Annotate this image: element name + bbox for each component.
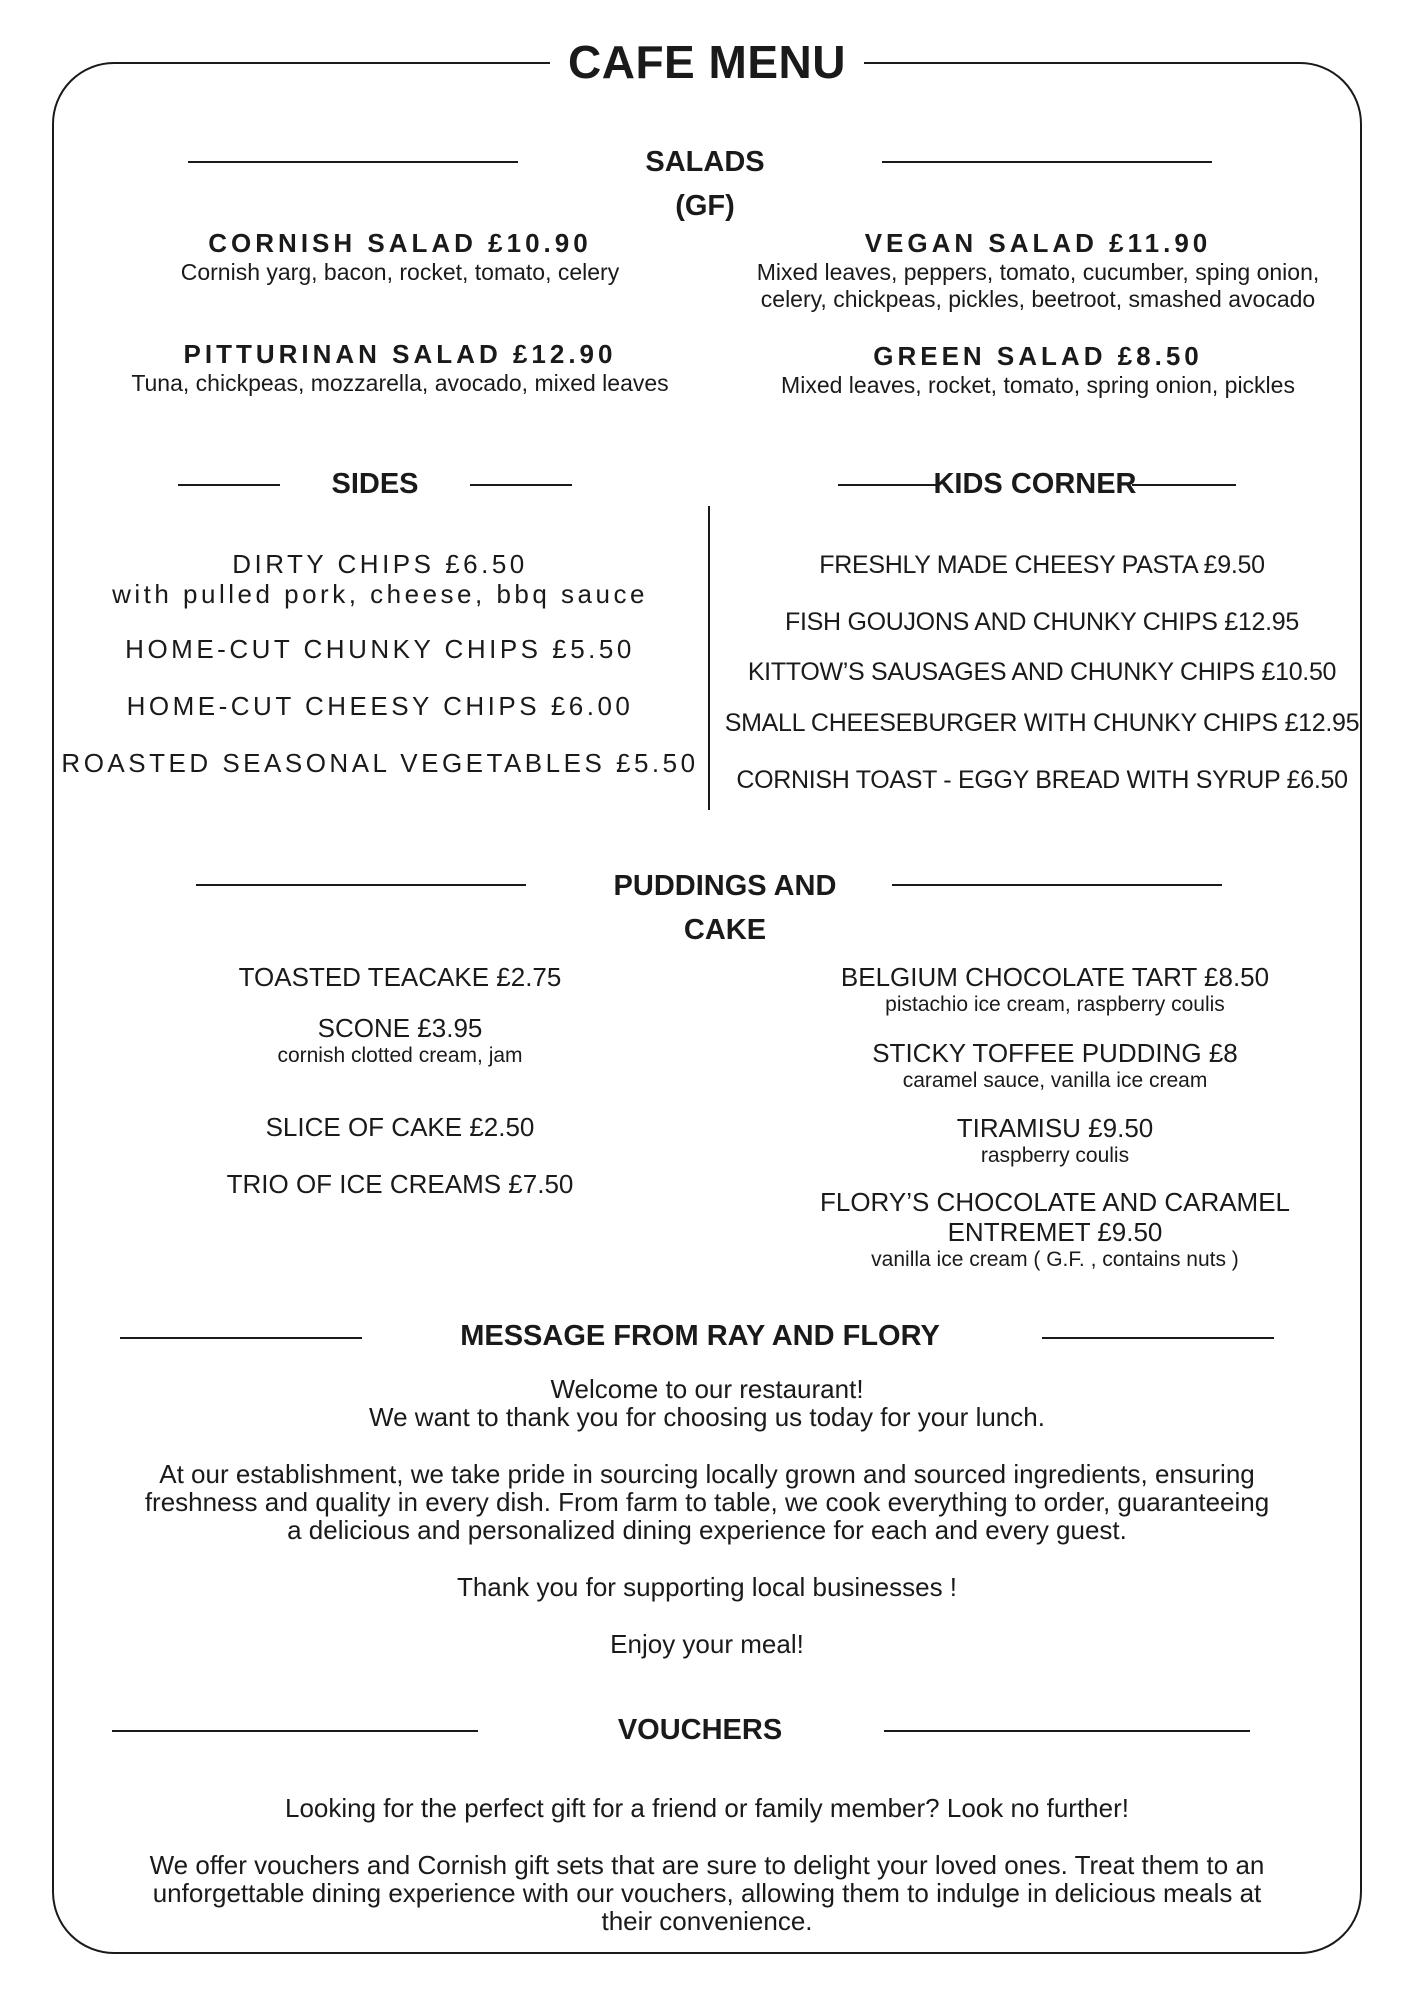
item-name: GREEN SALAD £8.50: [873, 341, 1203, 371]
item-description: Tuna, chickpeas, mozzarella, avocado, mixed leaves: [131, 370, 669, 396]
item-name: DIRTY CHIPS £6.50: [232, 549, 528, 579]
item-description: pistachio ice cream, raspberry coulis: [885, 993, 1225, 1016]
salads-heading-line: SALADS: [645, 146, 765, 178]
side-item-chunky-chips: HOME-CUT CHUNKY CHIPS £5.50: [125, 634, 635, 664]
message-line: We want to thank you for choosing us today for your lunch.: [369, 1402, 1045, 1432]
item-description: celery, chickpeas, pickles, beetroot, smashed avocado: [760, 286, 1316, 312]
divider-line: [196, 884, 526, 886]
item-name: VEGAN SALAD £11.90: [864, 228, 1212, 258]
vouchers-line: We offer vouchers and Cornish gift sets that are sure to delight your loved ones. Treat them to an: [149, 1850, 1265, 1880]
side-item-cheesy-chips: HOME-CUT CHEESY CHIPS £6.00: [126, 691, 634, 721]
menu-title: [0, 34, 1414, 90]
puddings-heading-line: CAKE: [683, 914, 767, 946]
item-name: PITTURINAN SALAD £12.90: [183, 339, 617, 369]
salads-heading: [560, 140, 850, 228]
kids-item: FRESHLY MADE CHEESY PASTA £9.50: [819, 551, 1265, 579]
vouchers-line: Looking for the perfect gift for a friend or family member? Look no further!: [285, 1793, 1129, 1823]
item-name: BELGIUM CHOCOLATE TART £8.50: [840, 962, 1270, 992]
item-name: STICKY TOFFEE PUDDING £8: [872, 1038, 1238, 1068]
kids-item: FISH GOUJONS AND CHUNKY CHIPS £12.95: [785, 608, 1299, 636]
pudding-item-chocolate-tart: [735, 962, 1375, 1017]
item-name: ENTREMET £9.50: [947, 1217, 1163, 1247]
vouchers-heading: VOUCHERS: [617, 1714, 783, 1746]
kids-corner-heading: KIDS CORNER: [933, 468, 1137, 500]
paragraph-gap: [80, 1544, 1334, 1573]
menu-item-vegan-salad: [708, 227, 1368, 313]
divider-line: [884, 1730, 1250, 1732]
side-item-vegetables: ROASTED SEASONAL VEGETABLES £5.50: [61, 748, 699, 778]
divider-line: [838, 484, 938, 486]
item-description: raspberry coulis: [980, 1144, 1130, 1167]
pudding-item-teacake: TOASTED TEACAKE £2.75: [238, 962, 562, 992]
kids-item: SMALL CHEESEBURGER WITH CHUNKY CHIPS £12.95: [724, 709, 1360, 737]
vouchers-line: unforgettable dining experience with our vouchers, allowing them to indulge in delicious meals at: [152, 1878, 1262, 1908]
item-description: vanilla ice cream ( G.F. , contains nuts ): [871, 1248, 1239, 1271]
item-name: SCONE £3.95: [317, 1013, 483, 1043]
vouchers-line: their convenience.: [601, 1906, 813, 1936]
message-line: a delicious and personalized dining experience for each and every guest.: [287, 1515, 1127, 1545]
side-item-dirty-chips: [60, 549, 700, 609]
divider-line: [1132, 484, 1236, 486]
pudding-item-scone: [80, 1013, 720, 1068]
pudding-item-ice-creams: TRIO OF ICE CREAMS £7.50: [226, 1169, 574, 1199]
message-body: [80, 1375, 1334, 1658]
paragraph-gap: [80, 1601, 1334, 1630]
salads-heading-line: (GF): [675, 190, 735, 222]
item-description: with pulled pork, cheese, bbq sauce: [112, 579, 648, 609]
item-name: TIRAMISU £9.50: [956, 1113, 1154, 1143]
pudding-item-sticky-toffee: [735, 1038, 1375, 1093]
divider-line: [112, 1730, 478, 1732]
message-line: freshness and quality in every dish. From farm to table, we cook everything to order, guaranteeing: [144, 1487, 1270, 1517]
message-line: Enjoy your meal!: [610, 1629, 804, 1659]
paragraph-gap: [80, 1822, 1334, 1851]
vouchers-body: [80, 1794, 1334, 1935]
column-divider: [708, 506, 710, 810]
divider-line: [120, 1337, 362, 1339]
item-description: Mixed leaves, rocket, tomato, spring onion, pickles: [781, 372, 1295, 398]
divider-line: [188, 161, 518, 163]
sides-heading: SIDES: [331, 468, 419, 500]
divider-line: [178, 484, 280, 486]
message-heading: MESSAGE FROM RAY AND FLORY: [460, 1320, 940, 1352]
menu-title-text: CAFE MENU: [550, 36, 864, 88]
message-line: At our establishment, we take pride in sourcing locally grown and sourced ingredients, ensuring: [159, 1459, 1255, 1489]
item-description: cornish clotted cream, jam: [277, 1044, 523, 1067]
item-description: Cornish yarg, bacon, rocket, tomato, celery: [180, 259, 620, 285]
item-description: caramel sauce, vanilla ice cream: [902, 1069, 1208, 1092]
pudding-item-entremet: [735, 1187, 1375, 1272]
message-line: Thank you for supporting local businesses !: [456, 1572, 958, 1602]
puddings-heading-line: PUDDINGS AND: [613, 870, 837, 902]
divider-line: [892, 884, 1222, 886]
message-line: Welcome to our restaurant!: [550, 1374, 864, 1404]
item-name: CORNISH SALAD £10.90: [208, 228, 592, 258]
pudding-item-cake: SLICE OF CAKE £2.50: [265, 1112, 535, 1142]
pudding-item-tiramisu: [735, 1113, 1375, 1168]
menu-item-cornish-salad: [80, 227, 720, 286]
menu-item-pitturinan-salad: [80, 338, 720, 397]
item-description: Mixed leaves, peppers, tomato, cucumber, sping onion,: [756, 259, 1320, 285]
kids-item: CORNISH TOAST - EGGY BREAD WITH SYRUP £6.50: [736, 766, 1348, 794]
divider-line: [882, 161, 1212, 163]
kids-item: KITTOW’S SAUSAGES AND CHUNKY CHIPS £10.50: [747, 658, 1337, 686]
paragraph-gap: [80, 1431, 1334, 1460]
divider-line: [1042, 1337, 1274, 1339]
divider-line: [470, 484, 572, 486]
menu-item-green-salad: [708, 340, 1368, 399]
item-name: FLORY’S CHOCOLATE AND CARAMEL: [819, 1187, 1291, 1217]
puddings-heading: [560, 864, 890, 952]
